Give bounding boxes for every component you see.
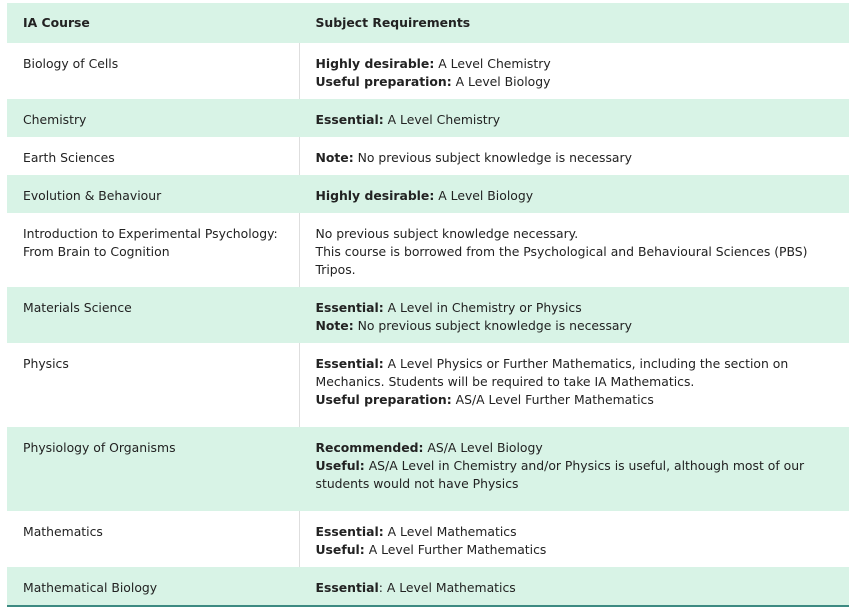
requirement-key: Essential: (315, 112, 384, 127)
requirement-text: A Level in Chemistry or Physics (383, 300, 582, 315)
requirement-text: No previous subject knowledge necessary. (315, 226, 579, 241)
requirement-line (316, 317, 834, 335)
course-cell (7, 175, 299, 213)
table-row (7, 137, 849, 175)
requirement-line (316, 187, 834, 205)
requirement-line (316, 355, 834, 373)
requirements-cell (299, 137, 849, 175)
course-name-line: Materials Science (23, 300, 132, 315)
table-row (7, 175, 849, 213)
requirement-line (316, 73, 834, 91)
table-row (7, 99, 849, 137)
requirement-text: AS/A Level Biology (423, 440, 543, 455)
requirement-text: A Level Chemistry (383, 112, 501, 127)
requirement-line (316, 391, 834, 409)
requirement-text: A Level Mathematics (383, 524, 517, 539)
table-body (7, 43, 849, 605)
requirement-line (316, 261, 834, 279)
requirement-key: Useful preparation: (315, 74, 452, 89)
table-row (7, 511, 849, 567)
requirement-text: No previous subject knowledge is necessary (353, 150, 632, 165)
requirement-key: Useful: (315, 542, 365, 557)
course-name-line: Earth Sciences (23, 150, 115, 165)
requirement-key: Note: (315, 318, 354, 333)
table-row (7, 213, 849, 287)
requirement-text: students would not have Physics (315, 476, 519, 491)
requirement-text: No previous subject knowledge is necessary (353, 318, 632, 333)
course-cell (7, 99, 299, 137)
requirement-line (316, 149, 834, 167)
requirement-text: Mechanics. Students will be required to take IA Mathematics. (315, 374, 695, 389)
requirement-line (316, 475, 834, 493)
requirements-cell (299, 427, 849, 511)
requirement-key: Essential: (315, 524, 384, 539)
requirements-cell (299, 99, 849, 137)
requirement-text: Tripos. (315, 262, 356, 277)
course-cell (7, 43, 299, 99)
requirement-line (316, 111, 834, 129)
requirements-cell (299, 175, 849, 213)
requirement-key: Essential (315, 580, 379, 595)
requirement-key: Useful preparation: (315, 392, 452, 407)
requirement-line (316, 299, 834, 317)
requirement-line (316, 439, 834, 457)
header-ia-course: IA Course (7, 3, 299, 43)
course-cell (7, 137, 299, 175)
course-cell (7, 213, 299, 287)
requirement-line (316, 225, 834, 243)
course-name-line: Physics (23, 356, 69, 371)
requirement-line (316, 579, 834, 597)
course-cell (7, 343, 299, 427)
course-name-line: Chemistry (23, 112, 87, 127)
requirement-text: A Level Physics or Further Mathematics, including the section on (383, 356, 789, 371)
requirement-key: Recommended: (315, 440, 424, 455)
requirement-text: A Level Further Mathematics (364, 542, 547, 557)
requirements-table-wrapper (7, 3, 849, 607)
table-header-row (7, 3, 849, 43)
course-name-line: From Brain to Cognition (23, 244, 170, 259)
requirement-text: This course is borrowed from the Psychological and Behavioural Sciences (PBS) (315, 244, 808, 259)
requirement-line (316, 373, 834, 391)
header-subject-requirements: Subject Requirements (315, 15, 471, 30)
requirement-text: AS/A Level in Chemistry and/or Physics is useful, although most of our (364, 458, 805, 473)
course-name-line: Introduction to Experimental Psychology: (23, 226, 278, 241)
course-cell (7, 511, 299, 567)
requirement-line (316, 457, 834, 475)
requirements-cell (299, 287, 849, 343)
requirement-text: AS/A Level Further Mathematics (451, 392, 654, 407)
requirements-cell (299, 567, 849, 605)
requirement-text: A Level Biology (434, 188, 534, 203)
course-name-line: Mathematical Biology (23, 580, 158, 595)
course-cell (7, 287, 299, 343)
table-row (7, 343, 849, 427)
requirement-line (316, 523, 834, 541)
table-row (7, 427, 849, 511)
requirement-text: : A Level Mathematics (378, 580, 516, 595)
requirement-key: Highly desirable: (315, 188, 435, 203)
requirements-cell (299, 213, 849, 287)
requirement-line (316, 55, 834, 73)
requirement-line (316, 541, 834, 559)
course-name-line: Biology of Cells (23, 56, 119, 71)
requirement-text: A Level Chemistry (434, 56, 551, 71)
course-cell (7, 427, 299, 511)
requirements-cell (299, 343, 849, 427)
requirement-key: Useful: (315, 458, 365, 473)
course-cell (7, 567, 299, 605)
table-row (7, 43, 849, 99)
table-row (7, 567, 849, 605)
course-name-line: Physiology of Organisms (23, 440, 176, 455)
requirements-table (7, 3, 849, 605)
requirement-key: Essential: (315, 356, 384, 371)
requirement-text: A Level Biology (451, 74, 551, 89)
course-name-line: Evolution & Behaviour (23, 188, 162, 203)
requirements-cell (299, 511, 849, 567)
requirement-key: Note: (315, 150, 354, 165)
requirement-key: Essential: (315, 300, 384, 315)
requirement-key: Highly desirable: (315, 56, 435, 71)
table-row (7, 287, 849, 343)
requirements-cell (299, 43, 849, 99)
requirement-line (316, 243, 834, 261)
course-name-line: Mathematics (23, 524, 103, 539)
